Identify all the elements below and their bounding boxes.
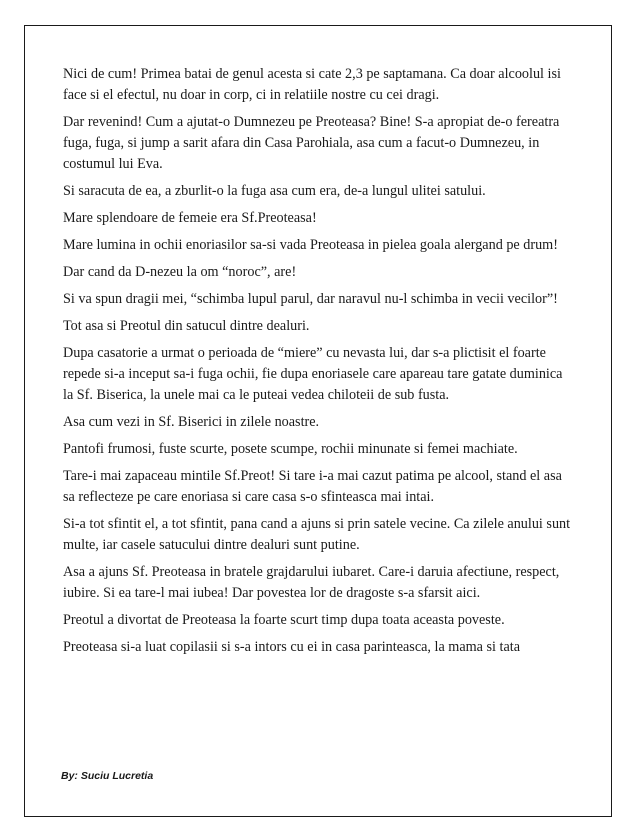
paragraph: Si saracuta de ea, a zburlit-o la fuga asa cum era, de-a lungul ulitei satului. bbox=[63, 183, 486, 199]
paragraph: Mare lumina in ochii enoriasilor sa-si vada Preoteasa in pielea goala alergand pe drum! bbox=[63, 237, 558, 253]
paragraph: Asa cum vezi in Sf. Biserici in zilele noastre. bbox=[63, 414, 320, 430]
paragraph: Si-a tot sfintit el, a tot sfintit, pana cand a ajuns si prin satele vecine. Ca zilele anului sunt multe, iar casele satucului dintre dealuri sunt putine. bbox=[63, 516, 571, 553]
paragraph: Tot asa si Preotul din satucul dintre dealuri. bbox=[63, 318, 310, 334]
paragraph: Preoteasa si-a luat copilasii si s-a intors cu ei in casa parinteasca, la mama si tata bbox=[63, 639, 520, 655]
paragraph: Pantofi frumosi, fuste scurte, posete scumpe, rochii minunate si femei machiate. bbox=[63, 441, 518, 457]
paragraph: Dar cand da D-nezeu la om “noroc”, are! bbox=[63, 264, 297, 280]
author-footer: By: Suciu Lucretia bbox=[61, 770, 154, 782]
paragraph: Nici de cum! Primea batai de genul acesta si cate 2,3 pe saptamana. Ca doar alcoolul isi face si el efectul, nu doar in corp, ci in relatiile nostre cu cei dragi. bbox=[63, 66, 561, 103]
paragraph: Si va spun dragii mei, “schimba lupul parul, dar naravul nu-l schimba in vecii vecilor”! bbox=[63, 291, 558, 307]
paragraph: Asa a ajuns Sf. Preoteasa in bratele grajdarului iubaret. Care-i daruia afectiune, respect, iubire. Si ea tare-l mai iubea! Dar povestea lor de dragoste s-a sfarsit aici. bbox=[63, 564, 560, 601]
paragraph: Tare-i mai zapaceau mintile Sf.Preot! Si tare i-a mai cazut patima pe alcool, stand el asa sa reflecteze pe care enoriasa si care casa s-o sfinteasca mai intai. bbox=[63, 468, 562, 505]
paragraph: Dar revenind! Cum a ajutat-o Dumnezeu pe Preoteasa? Bine! S-a apropiat de-o fereatra fuga, fuga, si jump a sarit afara din Casa Parohiala, asa cum a facut-o Dumnezeu, in costumul lui Eva. bbox=[63, 114, 560, 172]
document-body bbox=[53, 64, 573, 664]
paragraph: Dupa casatorie a urmat o perioada de “miere” cu nevasta lui, dar s-a plictisit el foarte repede si-a inceput sa-i fuga ochii, fie dupa enoriasele care apareau tare gatate duminica la Sf. Biserica, la unele mai ca le puteai vedea chiloteii de sub fusta. bbox=[63, 345, 563, 403]
paragraph: Mare splendoare de femeie era Sf.Preoteasa! bbox=[63, 210, 317, 226]
paragraph: Preotul a divortat de Preoteasa la foarte scurt timp dupa toata aceasta poveste. bbox=[63, 612, 505, 628]
